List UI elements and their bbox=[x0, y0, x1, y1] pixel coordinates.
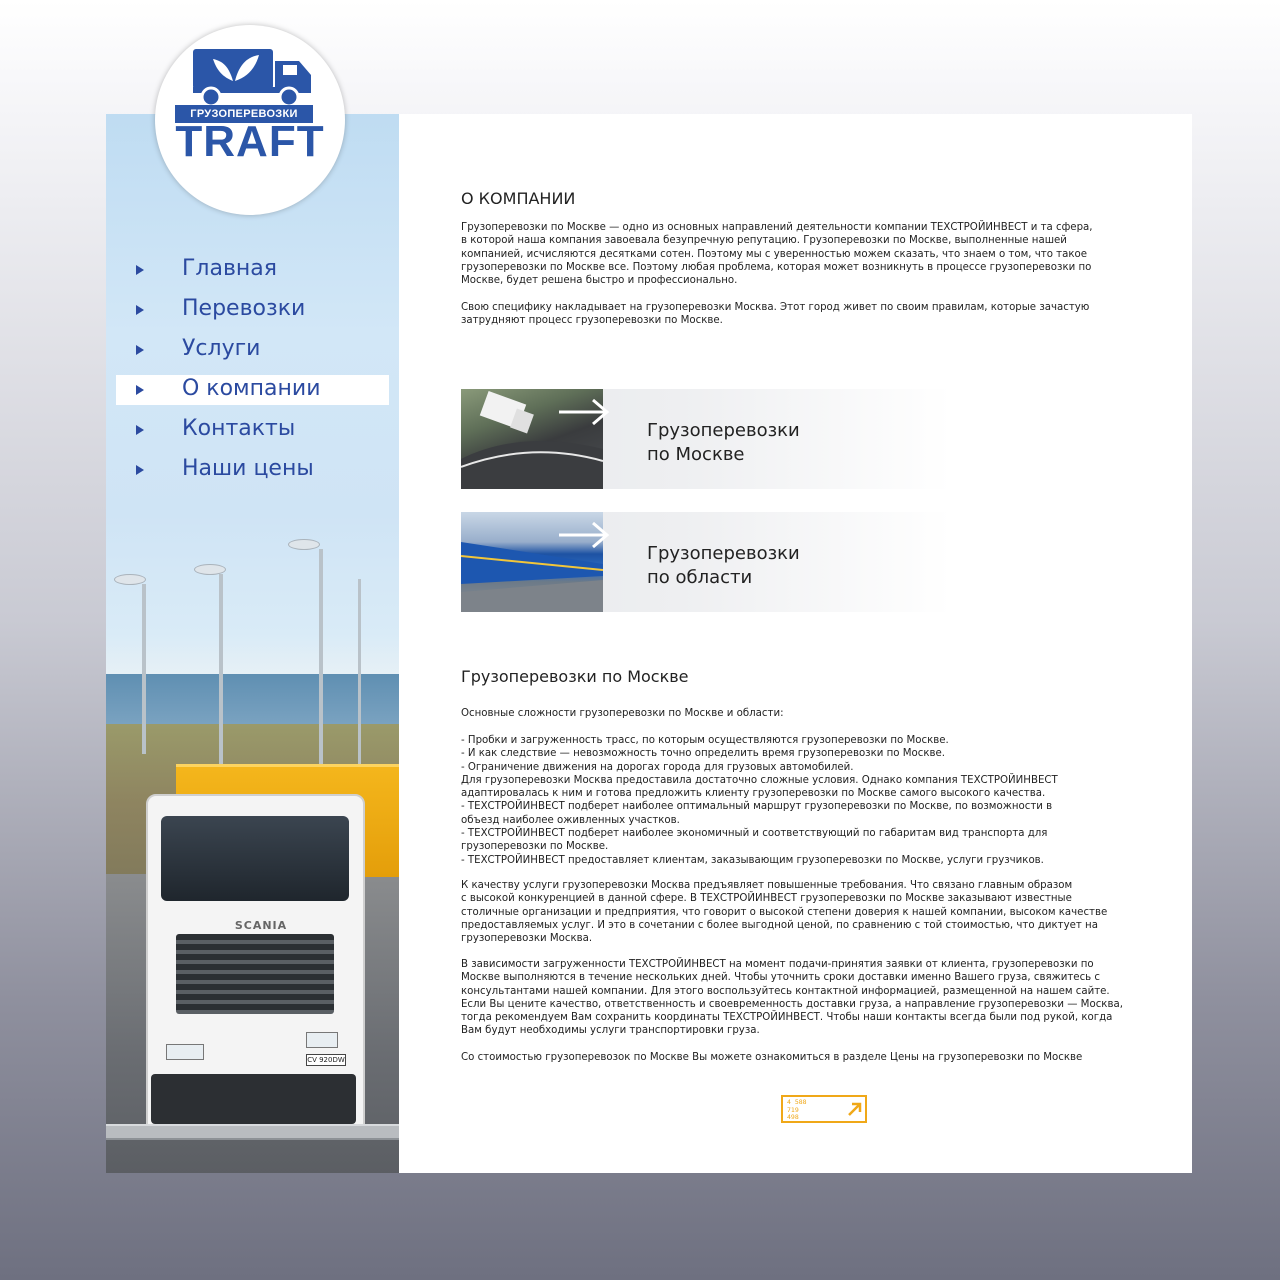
triangle-right-icon bbox=[136, 305, 144, 315]
body-paragraph: - Пробки и загруженность трасс, по которым осуществляются грузоперевозки по Москве. - И как следствие — невозможность точно определить время грузоперевозки по Москве. - Ограничение движения на дорогах города для грузовых автомобилей. Для грузоперевозки Москва предоставила достаточно сложные условия. Однако компания ТЕХСТРОЙИНВЕСТ адаптировалась к ним и готова предложить клиенту грузоперевозки по Москве самого высокого качества. - ТЕХСТРОЙИНВЕСТ подберет наиболее оптимальный маршрут грузоперевозки по Москве, по возможности в объезд наиболее оживленных участков. - ТЕХСТРОЙИНВЕСТ подберет наиболее экономичный и соответствующий по габаритам вид транспорта для грузоперевозки по Москве. - ТЕХСТРОЙИНВЕСТ предоставляет клиентам, заказывающим грузоперевозки по Москве, услуги грузчиков. bbox=[461, 735, 1058, 866]
street-lamp bbox=[219, 574, 223, 774]
street-lamp bbox=[319, 549, 323, 789]
main-nav bbox=[116, 255, 389, 495]
nav-item-label: О компании bbox=[182, 376, 321, 401]
arrow-right-icon bbox=[559, 397, 611, 427]
page-title: О КОМПАНИИ bbox=[461, 189, 576, 208]
counter-digits: 4 588 719 498 bbox=[787, 1098, 807, 1121]
banner-moscow[interactable] bbox=[461, 389, 951, 489]
banner-label: Грузоперевозки по области bbox=[647, 543, 800, 588]
intro-paragraph: Грузоперевозки по Москве — одно из основных направлений деятельности компании ТЕХСТРОЙИНВЕСТ и та сфера, в которой наша компания завоевала безупречную репутацию. Грузоперевозки по Москве, выполненные нашей компанией, исчисляются десятками сотен. Поэтому мы с уверенностью можем сказать, что знаем о том, что такое грузоперевозки по Москве все. Поэтому любая проблема, которая может возникнуть в процессе грузоперевозки по Москве, будет решена быстро и профессионально. bbox=[461, 222, 1093, 287]
body-paragraph: Со стоимостью грузоперевозок по Москве Вы можете ознакомиться в разделе Цены на грузоперевозки по Москве bbox=[461, 1052, 1083, 1063]
truck-headlamp bbox=[166, 1044, 204, 1060]
truck-grille bbox=[176, 934, 334, 1014]
street-lamp-head bbox=[194, 564, 226, 575]
truck-headlamp bbox=[306, 1032, 338, 1048]
truck-icon bbox=[193, 47, 315, 109]
arrow-right-icon bbox=[559, 520, 611, 550]
street-lamp bbox=[358, 579, 361, 769]
banner-label: Грузоперевозки по Москве bbox=[647, 420, 800, 465]
nav-item-label: Главная bbox=[182, 256, 278, 281]
street-lamp-head bbox=[288, 539, 320, 550]
logo[interactable] bbox=[155, 25, 345, 215]
nav-item-prices[interactable] bbox=[116, 455, 389, 485]
nav-item-home[interactable] bbox=[116, 255, 389, 285]
triangle-right-icon bbox=[136, 425, 144, 435]
nav-item-label: Услуги bbox=[182, 336, 261, 361]
triangle-right-icon bbox=[136, 265, 144, 275]
nav-item-label: Контакты bbox=[182, 416, 296, 441]
truck-plate: CV 920DW bbox=[307, 1056, 345, 1064]
guard-rail bbox=[106, 1124, 399, 1140]
visit-counter[interactable] bbox=[781, 1095, 867, 1123]
nav-item-about[interactable] bbox=[116, 375, 389, 405]
triangle-right-icon bbox=[136, 465, 144, 475]
logo-band-text: ГРУЗОПЕРЕВОЗКИ bbox=[175, 105, 313, 123]
nav-item-contacts[interactable] bbox=[116, 415, 389, 445]
section-title: Грузоперевозки по Москве bbox=[461, 667, 689, 686]
truck-windshield bbox=[161, 816, 349, 901]
street-lamp-head bbox=[114, 574, 146, 585]
banner-region[interactable] bbox=[461, 512, 951, 612]
logo-brand-text: TRAFT bbox=[175, 117, 325, 166]
truck-bumper bbox=[151, 1074, 356, 1124]
arrow-up-right-icon bbox=[847, 1101, 863, 1117]
street-lamp bbox=[142, 584, 146, 754]
nav-item-services[interactable] bbox=[116, 335, 389, 365]
triangle-right-icon bbox=[136, 345, 144, 355]
triangle-right-icon bbox=[136, 385, 144, 395]
nav-item-label: Наши цены bbox=[182, 456, 314, 481]
body-paragraph: К качеству услуги грузоперевозки Москва предъявляет повышенные требования. Что связано главным образом с высокой конкуренцией в данной сфере. В ТЕХСТРОЙИНВЕСТ грузоперевозки по Москве заказывают известные столичные организации и предприятия, что говорит о высокой степени доверия к нашей компании, высоком качестве предоставляемых услуг. И это в сочетании с более выгодной ценой, по сравнению с той стоимостью, что диктует на грузоперевозки Москва. bbox=[461, 880, 1108, 945]
nav-item-transport[interactable] bbox=[116, 295, 389, 325]
intro-paragraph: Свою специфику накладывает на грузоперевозки Москва. Этот город живет по своим правилам, которые зачастую затрудняют процесс грузоперевозки по Москве. bbox=[461, 302, 1090, 327]
truck-brand: SCANIA bbox=[234, 919, 288, 932]
nav-item-label: Перевозки bbox=[182, 296, 306, 321]
body-paragraph: Основные сложности грузоперевозки по Москве и области: bbox=[461, 708, 784, 719]
body-paragraph: В зависимости загруженности ТЕХСТРОЙИНВЕСТ на момент подачи-принятия заявки от клиента, грузоперевозки по Москве выполняются в течение нескольких дней. Чтобы уточнить сроки доставки именно Вашего груза, свяжитесь с консультантами нашей компании. Для этого воспользуйтесь контактной информацией, размещенной на нашем сайте. Если Вы цените качество, ответственность и своевременность доставки груза, а направление грузоперевозки — Москва, тогда рекомендуем Вам сохранить координаты ТЕХСТРОЙИНВЕСТ. Чтобы наши контакты всегда были под рукой, когда Вам будут необходимы услуги транспортировки груза. bbox=[461, 959, 1123, 1037]
